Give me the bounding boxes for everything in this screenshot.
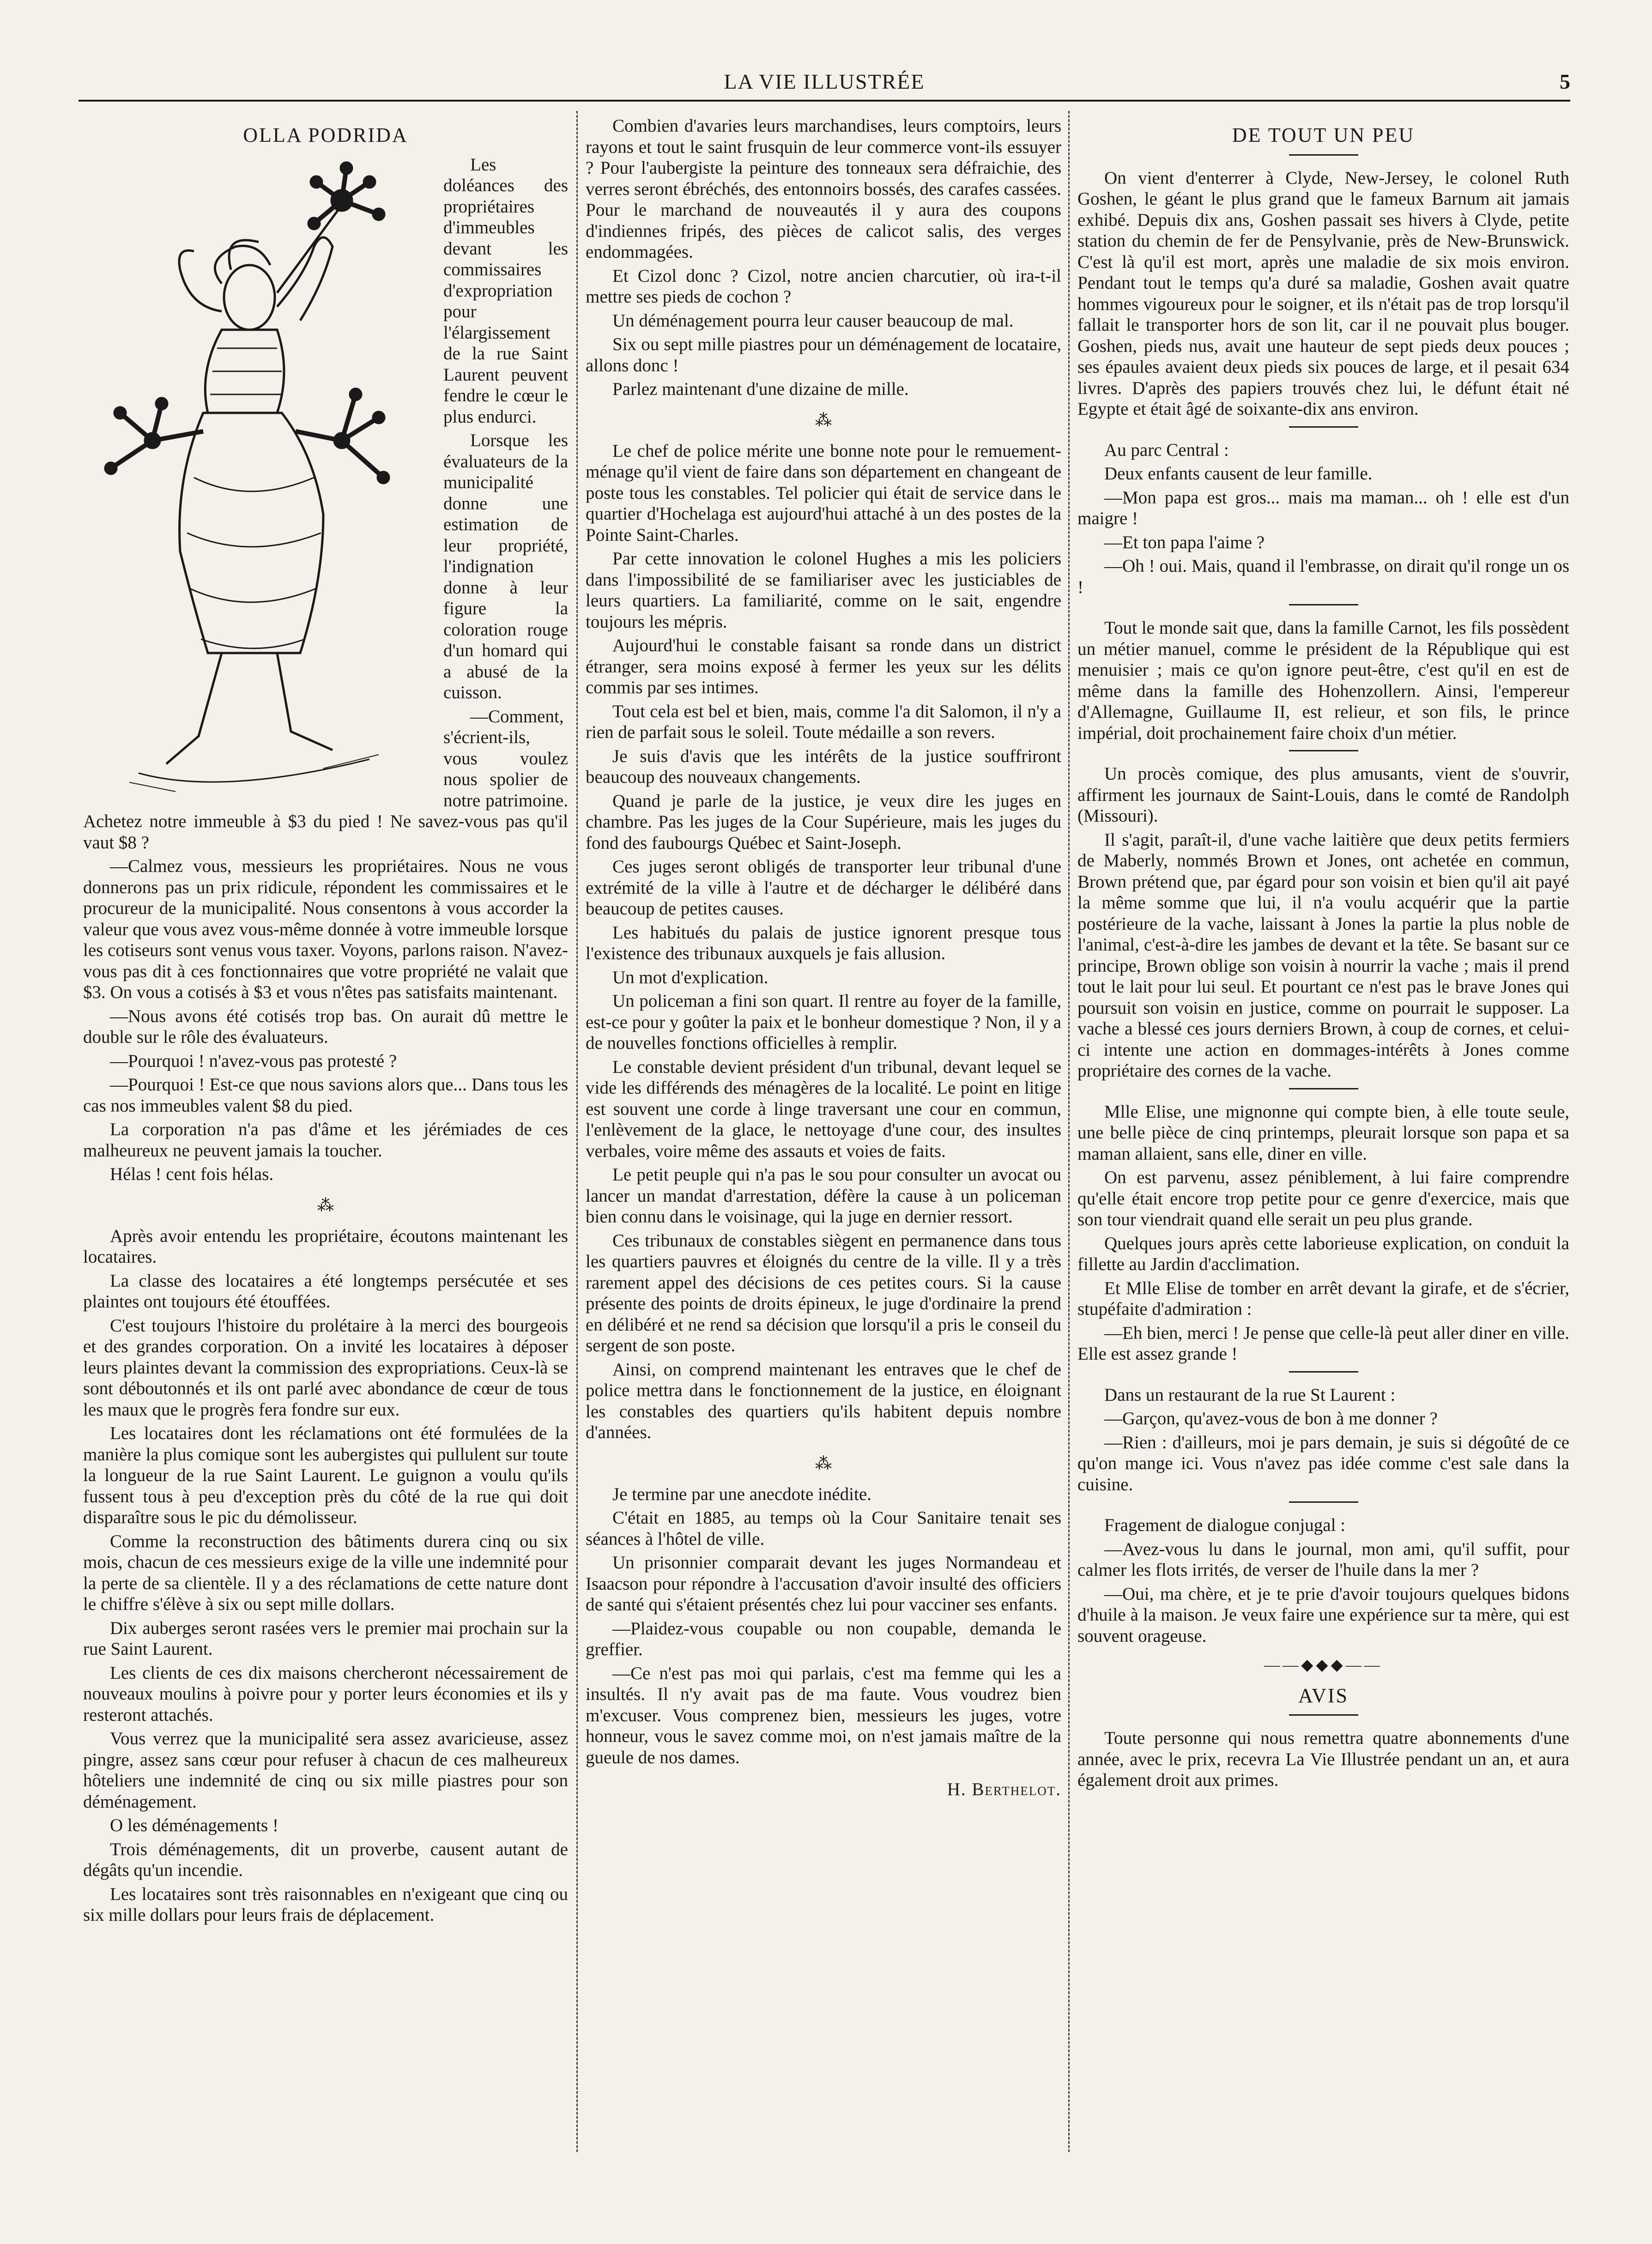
paragraph: Quelques jours après cette laborieuse explication, on conduit la fillette au Jardin d'acclimation. — [1077, 1233, 1569, 1274]
paragraph: Un prisonnier comparait devant les juges Normandeau et Isaacson pour répondre à l'accusation d'avoir insulté des officiers de santé qui s'étaient présentés chez lui pour vacciner ses enfants. — [586, 1553, 1061, 1615]
paragraph: On est parvenu, assez péniblement, à lui faire comprendre qu'elle était encore trop petite pour ce genre d'exercice, mais que son tour viendrait quand elle serait un peu plus grande. — [1077, 1167, 1569, 1229]
paragraph: La classe des locataires a été longtemps persécutée et ses plaintes ont toujours été étouffées. — [83, 1270, 568, 1312]
paragraph: —Plaidez-vous coupable ou non coupable, demanda le greffier. — [586, 1618, 1061, 1659]
paragraph: Fragement de dialogue conjugal : — [1104, 1515, 1346, 1535]
paragraph: Aujourd'hui le constable faisant sa ronde dans un district étranger, sera moins exposé à fermer les yeux sur les délits commis par ses intimes. — [586, 635, 1061, 697]
section-rule — [1289, 1501, 1358, 1503]
paragraph: Les locataires sont très raisonnables en n'exigeant que cinq ou six mille dollars pour leurs frais de déplacement. — [83, 1884, 568, 1925]
paragraph: Hélas ! cent fois hélas. — [110, 1164, 274, 1184]
paragraph: —Et ton papa l'aime ? — [1104, 532, 1265, 552]
page-number: 5 — [1560, 70, 1570, 93]
section-rule — [1289, 154, 1358, 156]
column-rule-1 — [576, 111, 578, 2152]
paragraph: —Pourquoi ! n'avez-vous pas protesté ? — [110, 1051, 397, 1071]
paragraph: La corporation n'a pas d'âme et les jérémiades de ces malheureux ne peuvent jamais la toucher. — [83, 1119, 568, 1161]
author-signature: H. Berthelot. — [947, 1779, 1061, 1799]
masthead — [79, 69, 1570, 106]
paragraph: Deux enfants causent de leur famille. — [1104, 464, 1373, 484]
column-de-tout-un-peu — [1077, 115, 1569, 2166]
section-rule — [1289, 604, 1358, 605]
paragraph: Un policeman a fini son quart. Il rentre au foyer de la famille, est-ce pour y goûter la paix et le bonheur domestique ? Non, il y a de nouvelles fonctions officielles à remplir. — [586, 991, 1061, 1053]
paragraph: Les locataires dont les réclamations ont été formulées de la manière la plus comique sont les aubergistes qui pullulent sur toute la longueur de la rue Saint Laurent. Le guignon a voulu qu'ils fussent tous à peu d'exception près du côté de la rue qui doit disparaître sous le pic du démolisseur. — [83, 1423, 568, 1527]
dancer-engraving-icon — [83, 154, 434, 801]
paragraph: —Calmez vous, messieurs les propriétaires. Nous ne vous donnerons pas un prix ridicule, répondent les commissaires et le procureur de la municipalité. Nous consentons à vous accorder la valeur que vous avez vous-même donnée à votre immeuble lorsque les cotiseurs sont venus vous taxer. Voyons, parlons raison. N'avez-vous pas dit à ces fonctionnaires que votre propriété ne valait que $3. On vous a cotisés à $3 et vous n'êtes pas satisfaits maintenant. — [83, 856, 568, 1002]
paragraph: Quand je parle de la justice, je veux dire les juges en chambre. Pas les juges de la Cour Supérieure, mais les juges du fond des faubourgs Québec et Saint-Joseph. — [586, 791, 1061, 853]
ornament-divider: ——◆◆◆—— — [1264, 1657, 1383, 1674]
paragraph: Ces tribunaux de constables siègent en permanence dans tous les quartiers pauvres et éloignés du centre de la ville. Il y a très rarement appel des décisions de ces petites cours. Si la cause présente des points de droits épineux, le juge d'ordinaire la prend en délibéré et ne rend sa décision que lorsqu'il a pris le conseil du sergent de son poste. — [586, 1230, 1061, 1355]
paragraph: On vient d'enterrer à Clyde, New-Jersey, le colonel Ruth Goshen, le géant le plus grand que le fameux Barnum ait jamais exhibé. Depuis dix ans, Goshen passait ses hivers à Clyde, petite station du chemin de fer de Pensylvanie, près de New-Brunswick. C'est là qu'il est mort, après une maladie de six mois environ. Pendant tout le temps qu'a duré sa maladie, Goshen avait quatre hommes vigoureux pour le soigner, et ils n'était pas de trop lorsqu'il fallait le transporter hors de son lit, car il ne pouvait plus bouger. Goshen, pieds nus, avait une hauteur de sept pieds deux pouces ; ses épaules avaient deux pieds six pouces de large, et il pesait 634 livres. D'après des papiers trouvés chez lui, le défunt était né Egypte et était âgé de soixante-dix ans environ. — [1077, 168, 1569, 419]
paragraph: —Oui, ma chère, et je te prie d'avoir toujours quelques bidons d'huile à la maison. Je veux faire une expérience sur ta mère, qui est souvent orageuse. — [1077, 1584, 1569, 1646]
avis-heading: AVIS — [1298, 1684, 1349, 1707]
paragraph: —Pourquoi ! Est-ce que nous savions alors que... Dans tous les cas nos immeubles valent $8 du pied. — [83, 1075, 568, 1116]
paragraph: Par cette innovation le colonel Hughes a mis les policiers dans l'impossibilité de se familiariser avec les justiciables de leurs quartiers. La familiarité, comme on le sait, engendre toujours les mépris. — [586, 549, 1061, 632]
paragraph: —Rien : d'ailleurs, moi je pars demain, je suis si dégoûté de ce qu'on mange ici. Vous n'avez pas idée comme c'est sale dans la cuisine. — [1077, 1432, 1569, 1494]
paragraph: Après avoir entendu les propriétaire, écoutons maintenant les locataires. — [83, 1226, 568, 1267]
paragraph: —Ce n'est pas moi qui parlais, c'est ma femme qui les a insultés. Il n'y avait pas de ma faute. Vous voudrez bien m'excuser. Vous comprenez bien, messieurs les juges, votre honneur, vous le savez comme moi, on n'est jamais maître de la gueule de nos dames. — [586, 1663, 1061, 1767]
paragraph: Les clients de ces dix maisons chercheront nécessairement de nouveaux moulins à poivre pour y porter leurs économies et ils y resteront attachés. — [83, 1663, 568, 1725]
dancer-illustration-icon — [83, 154, 434, 801]
paragraph: C'est toujours l'histoire du prolétaire à la merci des bourgeois et des grandes corporation. On a invité les locataires à déposer leurs plaintes devant la commission des expropriations. Ceux-là se sont déboutonnés et ils ont parlé avec abondance de cœur de tous les maux que le progrès fera fondre sur eux. — [83, 1315, 568, 1420]
paragraph: Les doléances des propriétaires d'immeubles devant les commissaires d'expropriation pour l'élargissement de la rue Saint Laurent peuvent fendre le cœur le plus endurci. — [443, 154, 568, 427]
paragraph: C'était en 1885, au temps où la Cour Sanitaire tenait ses séances à l'hôtel de ville. — [586, 1508, 1061, 1549]
section-rule — [1289, 1371, 1358, 1373]
paragraph: Comme la reconstruction des bâtiments durera cinq ou six mois, chacun de ces messieurs exige de la ville une indemnité pour la perte de sa clientèle. Il y a des réclamations de cette nature dont le chiffre s'élève à six ou sept mille dollars. — [83, 1531, 568, 1614]
column-rule-2 — [1068, 111, 1070, 2152]
paragraph: Les habitués du palais de justice ignorent presque tous l'existence des tribunaux auxquels je fais allusion. — [586, 922, 1061, 963]
paragraph: Je termine par une anecdote inédite. — [612, 1484, 871, 1504]
paragraph: Mlle Elise, une mignonne qui compte bien, à elle toute seule, une belle pièce de cinq printemps, pleurait lorsque son papa et sa maman allaient, sans elle, diner en ville. — [1077, 1101, 1569, 1164]
column-middle — [586, 115, 1061, 2166]
paragraph: Un mot d'explication. — [612, 967, 769, 987]
article-heading-olla-podrida: OLLA PODRIDA — [243, 124, 408, 146]
paragraph: O les déménagements ! — [110, 1815, 278, 1835]
paragraph: Trois déménagements, dit un proverbe, causent autant de dégâts qu'un incendie. — [83, 1839, 568, 1880]
paragraph: Combien d'avaries leurs marchandises, leurs comptoirs, leurs rayons et tout le saint frusquin de leur commerce vont-ils essuyer ? Pour l'aubergiste la peinture des tonneaux sera défraichie, des verres seront ébréchés, des entonnoirs bossés, des carafes cassées. Pour le marchand de nouveautés il y aura des coupons d'indiennes fripés, des pièces de calicot salis, des verges endommagées. — [586, 116, 1061, 262]
paragraph: Dans un restaurant de la rue St Laurent : — [1104, 1385, 1396, 1405]
paragraph: —Oh ! oui. Mais, quand il l'embrasse, on dirait qu'il ronge un os ! — [1077, 556, 1569, 597]
paragraph: Au parc Central : — [1104, 440, 1229, 460]
section-rule — [1289, 426, 1358, 428]
paragraph: Le chef de police mérite une bonne note pour le remuement-ménage qu'il vient de faire dans son département en changeant de poste tous les constables. Tel policier qui était de service dans le quartier d'Hochelaga est aujourd'hui attaché à un des postes de la Pointe Saint-Charles. — [586, 441, 1061, 545]
paragraph: Ces juges seront obligés de transporter leur tribunal d'une extrémité de la ville à l'autre et de décharger le délibéré dans beaucoup de petites causes. — [586, 857, 1061, 919]
asterism-divider: ⁂ — [317, 1196, 334, 1215]
asterism-divider: ⁂ — [815, 411, 832, 429]
section-rule — [1289, 1088, 1358, 1089]
paragraph: Le constable devient président d'un tribunal, devant lequel se vide les différends des ménagères de la localité. Le point en litige est souvent une corde à linge traversant une cour en commun, l'enlèvement de la glace, le nettoyage d'une cour, des insultes verbales, voire même des assauts et voies de faits. — [586, 1057, 1061, 1161]
paragraph: —Avez-vous lu dans le journal, mon ami, qu'il suffit, pour calmer les flots irrités, de verser de l'huile dans la mer ? — [1077, 1539, 1569, 1580]
article-heading-de-tout-un-peu: DE TOUT UN PEU — [1232, 124, 1415, 146]
paragraph: —Comment, s'écrient-ils, vous voulez nous spolier de notre patrimoine. Achetez notre immeuble à $3 du pied ! Ne savez-vous pas qu'il vaut $8 ? — [83, 706, 568, 853]
paragraph: Il s'agit, paraît-il, d'une vache laitière que deux petits fermiers de Maberly, nommés Brown et Jones, ont achetée en commun, Brown prétend que, par égard pour son voisin et bien qu'il ait payé la même somme que lui, il n'a voulu acquérir que la partie postérieure de la vache, laissant à Jones la partie la plus noble de l'animal, c'est-à-dire les jambes de devant et la tête. Se basant sur ce principe, Brown oblige son voisin à nourrir la vache ; mais il prend tout le lait pour lui seul. Et pourtant ce n'est pas le brave Jones qui poursuit son voisin en justice, comme on pourrait le supposer. La vache a blessé ces jours derniers Brown, à coup de cornes, et celui-ci intente une action en dommages-intérêts à Jones comme propriétaire des cornes de la vache. — [1077, 829, 1569, 1081]
paragraph: Un procès comique, des plus amusants, vient de s'ouvrir, affirment les journaux de Saint-Louis, dans le comté de Randolph (Missouri). — [1077, 764, 1569, 826]
paragraph: —Mon papa est gros... mais ma maman... oh ! elle est d'un maigre ! — [1077, 487, 1569, 528]
paragraph: —Garçon, qu'avez-vous de bon à me donner ? — [1104, 1409, 1438, 1428]
paragraph: Et Cizol donc ? Cizol, notre ancien charcutier, où ira-t-il mettre ses pieds de cochon ? — [586, 266, 1061, 307]
paragraph: —Eh bien, merci ! Je pense que celle-là peut aller diner en ville. Elle est assez grande ! — [1077, 1323, 1569, 1364]
paragraph: Et Mlle Elise de tomber en arrêt devant la girafe, et de s'écrier, stupéfaite d'admiration : — [1077, 1278, 1569, 1319]
paragraph: —Nous avons été cotisés trop bas. On aurait dû mettre le double sur le rôle des évaluateurs. — [83, 1006, 568, 1047]
paragraph: Lorsque les évaluateurs de la municipalité donne une estimation de leur propriété, l'indignation donne à leur figure la coloration rouge d'un homard qui a abusé de la cuisson. — [443, 430, 568, 702]
paragraph: Ainsi, on comprend maintenant les entraves que le chef de police mettra dans le fonctionnement de la justice, en éloignant les constables des quartiers qu'ils habitent depuis nombre d'années. — [586, 1359, 1061, 1442]
paragraph: Un déménagement pourra leur causer beaucoup de mal. — [612, 310, 1014, 331]
paragraph: Parlez maintenant d'une dizaine de mille. — [612, 379, 909, 399]
section-rule — [1289, 750, 1358, 751]
masthead-rule — [79, 100, 1570, 102]
newspaper-title: LA VIE ILLUSTRÉE — [724, 70, 925, 93]
section-rule — [1289, 1714, 1358, 1716]
paragraph: Six ou sept mille piastres pour un déménagement de locataire, allons donc ! — [586, 334, 1061, 375]
paragraph: Vous verrez que la municipalité sera assez avaricieuse, assez pingre, assez sans cœur pour refuser à chacun de ces malheureux hôteliers une indemnité de cinq ou six mille piastres pour son déménagement. — [83, 1729, 568, 1812]
column-olla-podrida — [83, 115, 568, 2166]
paragraph: Je suis d'avis que les intérêts de la justice souffriront beaucoup des nouveaux changements. — [586, 746, 1061, 787]
paragraph: Tout cela est bel et bien, mais, comme l'a dit Salomon, il n'y a rien de parfait sous le soleil. Toute médaille a son revers. — [586, 701, 1061, 742]
asterism-divider: ⁂ — [815, 1454, 832, 1473]
paragraph: Le petit peuple qui n'a pas le sou pour consulter un avocat ou lancer un mandat d'arrestation, défère la cause à un policeman bien connu dans le voisinage, qui la juge en dernier ressort. — [586, 1165, 1061, 1227]
paragraph: Dix auberges seront rasées vers le premier mai prochain sur la rue Saint Laurent. — [83, 1618, 568, 1659]
paragraph: Tout le monde sait que, dans la famille Carnot, les fils possèdent un métier manuel, comme le président de la République qui est menuisier ; mais ce qu'on ignore peut-être, c'est qu'il en est de même dans la famille des Hohenzollern. Ainsi, l'empereur d'Allemagne, Guillaume II, est relieur, et son fils, le prince impérial, doit prochainement faire choix d'un métier. — [1077, 618, 1569, 743]
avis-paragraph: Toute personne qui nous remettra quatre abonnements d'une année, avec le prix, recevra La Vie Illustrée pendant un an, et aura également droit aux primes. — [1077, 1728, 1569, 1790]
